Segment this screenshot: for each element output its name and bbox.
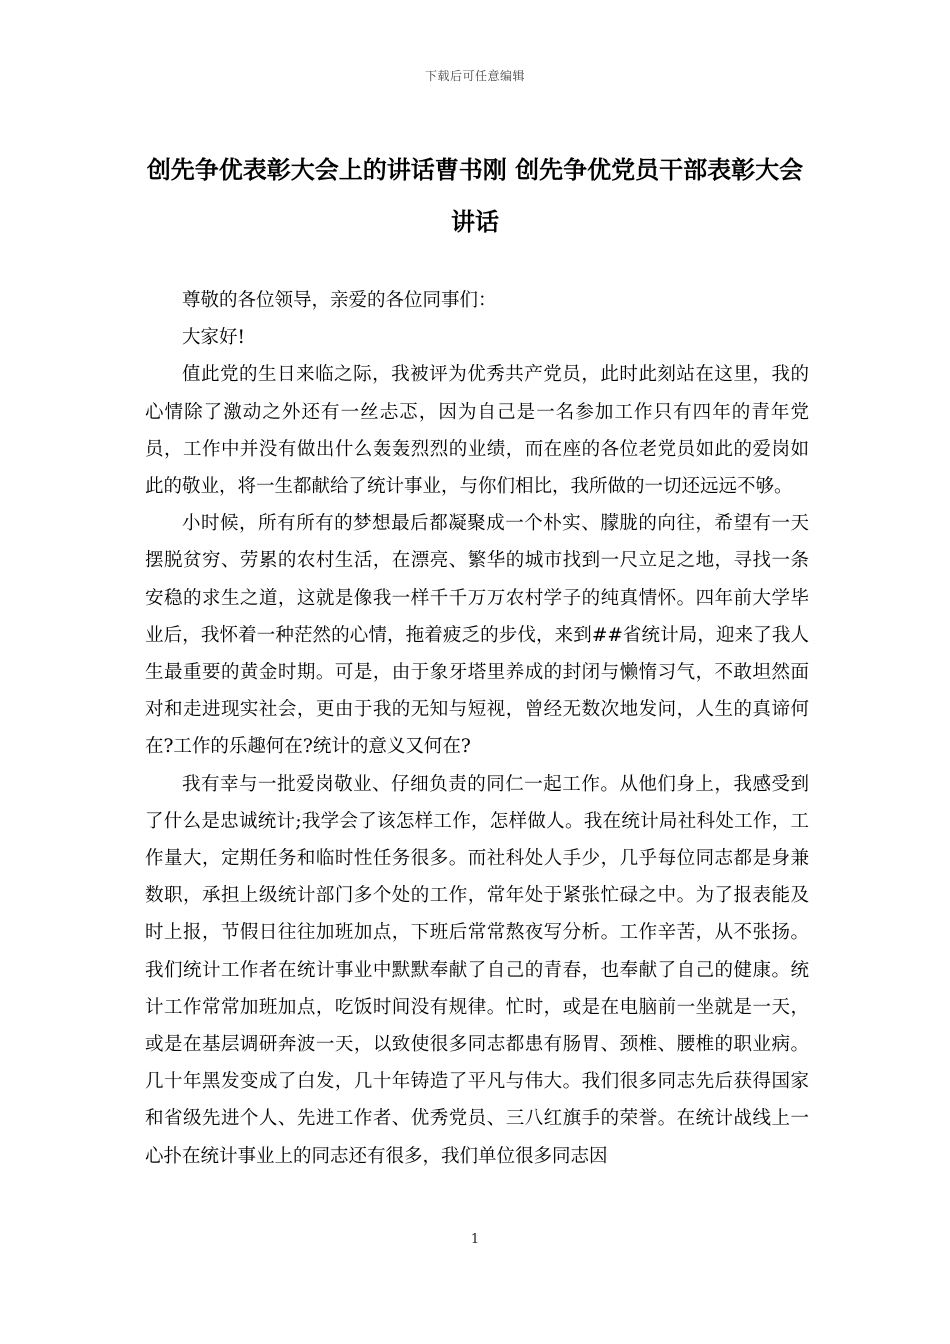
body-paragraph: 小时候，所有所有的梦想最后都凝聚成一个朴实、朦胧的向往，希望有一天摆脱贫穷、劳累的农村生活，在漂亮、繁华的城市找到一尺立足之地，寻找一条安稳的求生之道，这就是像我一样千千万万农村学子的纯真情怀。四年前大学毕业后，我怀着一种茫然的心情，拖着疲乏的步伐，来到##省统计局，迎来了我人生最重要的黄金时期。可是，由于象牙塔里养成的封闭与懒惰习气，不敢坦然面对和走进现实社会，更由于我的无知与短视，曾经无数次地发问，人生的真谛何在?工作的乐趣何在?统计的意义又何在? [145, 513, 809, 758]
document-body [145, 282, 809, 1175]
document-title: 创先争优表彰大会上的讲话曹书刚 创先争优党员干部表彰大会讲话 [146, 156, 804, 236]
body-paragraph: 值此党的生日来临之际，我被评为优秀共产党员，此时此刻站在这里，我的心情除了激动之外还有一丝忐忑，因为自己是一名参加工作只有四年的青年党员，工作中并没有做出什么轰轰烈烈的业绩，而在座的各位老党员如此的爱岗如此的敬业，将一生都献给了统计事业，与你们相比，我所做的一切还远远不够。 [145, 364, 809, 498]
page-number: 1 [470, 1232, 480, 1247]
body-paragraph: 我有幸与一批爱岗敬业、仔细负责的同仁一起工作。从他们身上，我感受到了什么是忠诚统计;我学会了该怎样工作，怎样做人。我在统计局社科处工作，工作量大，定期任务和临时性任务很多。而社科处人手少，几乎每位同志都是身兼数职，承担上级统计部门多个处的工作，常年处于紧张忙碌之中。为了报表能及时上报，节假日往往加班加点，下班后常常熬夜写分析。工作辛苦，从不张扬。我们统计工作者在统计事业中默默奉献了自己的青春，也奉献了自己的健康。统计工作常常加班加点，吃饭时间没有规律。忙时，或是在电脑前一坐就是一天，或是在基层调研奔波一天，以致使很多同志都患有肠胃、颈椎、腰椎的职业病。几十年黑发变成了白发，几十年铸造了平凡与伟大。我们很多同志先后获得国家和省级先进个人、先进工作者、优秀党员、三八红旗手的荣誉。在统计战线上一心扑在统计事业上的同志还有很多，我们单位很多同志因 [145, 773, 809, 1167]
greeting-paragraph: 大家好! [182, 327, 245, 349]
header-note: 下载后可任意编辑 [424, 69, 525, 83]
salutation-paragraph: 尊敬的各位领导，亲爱的各位同事们： [182, 290, 497, 311]
